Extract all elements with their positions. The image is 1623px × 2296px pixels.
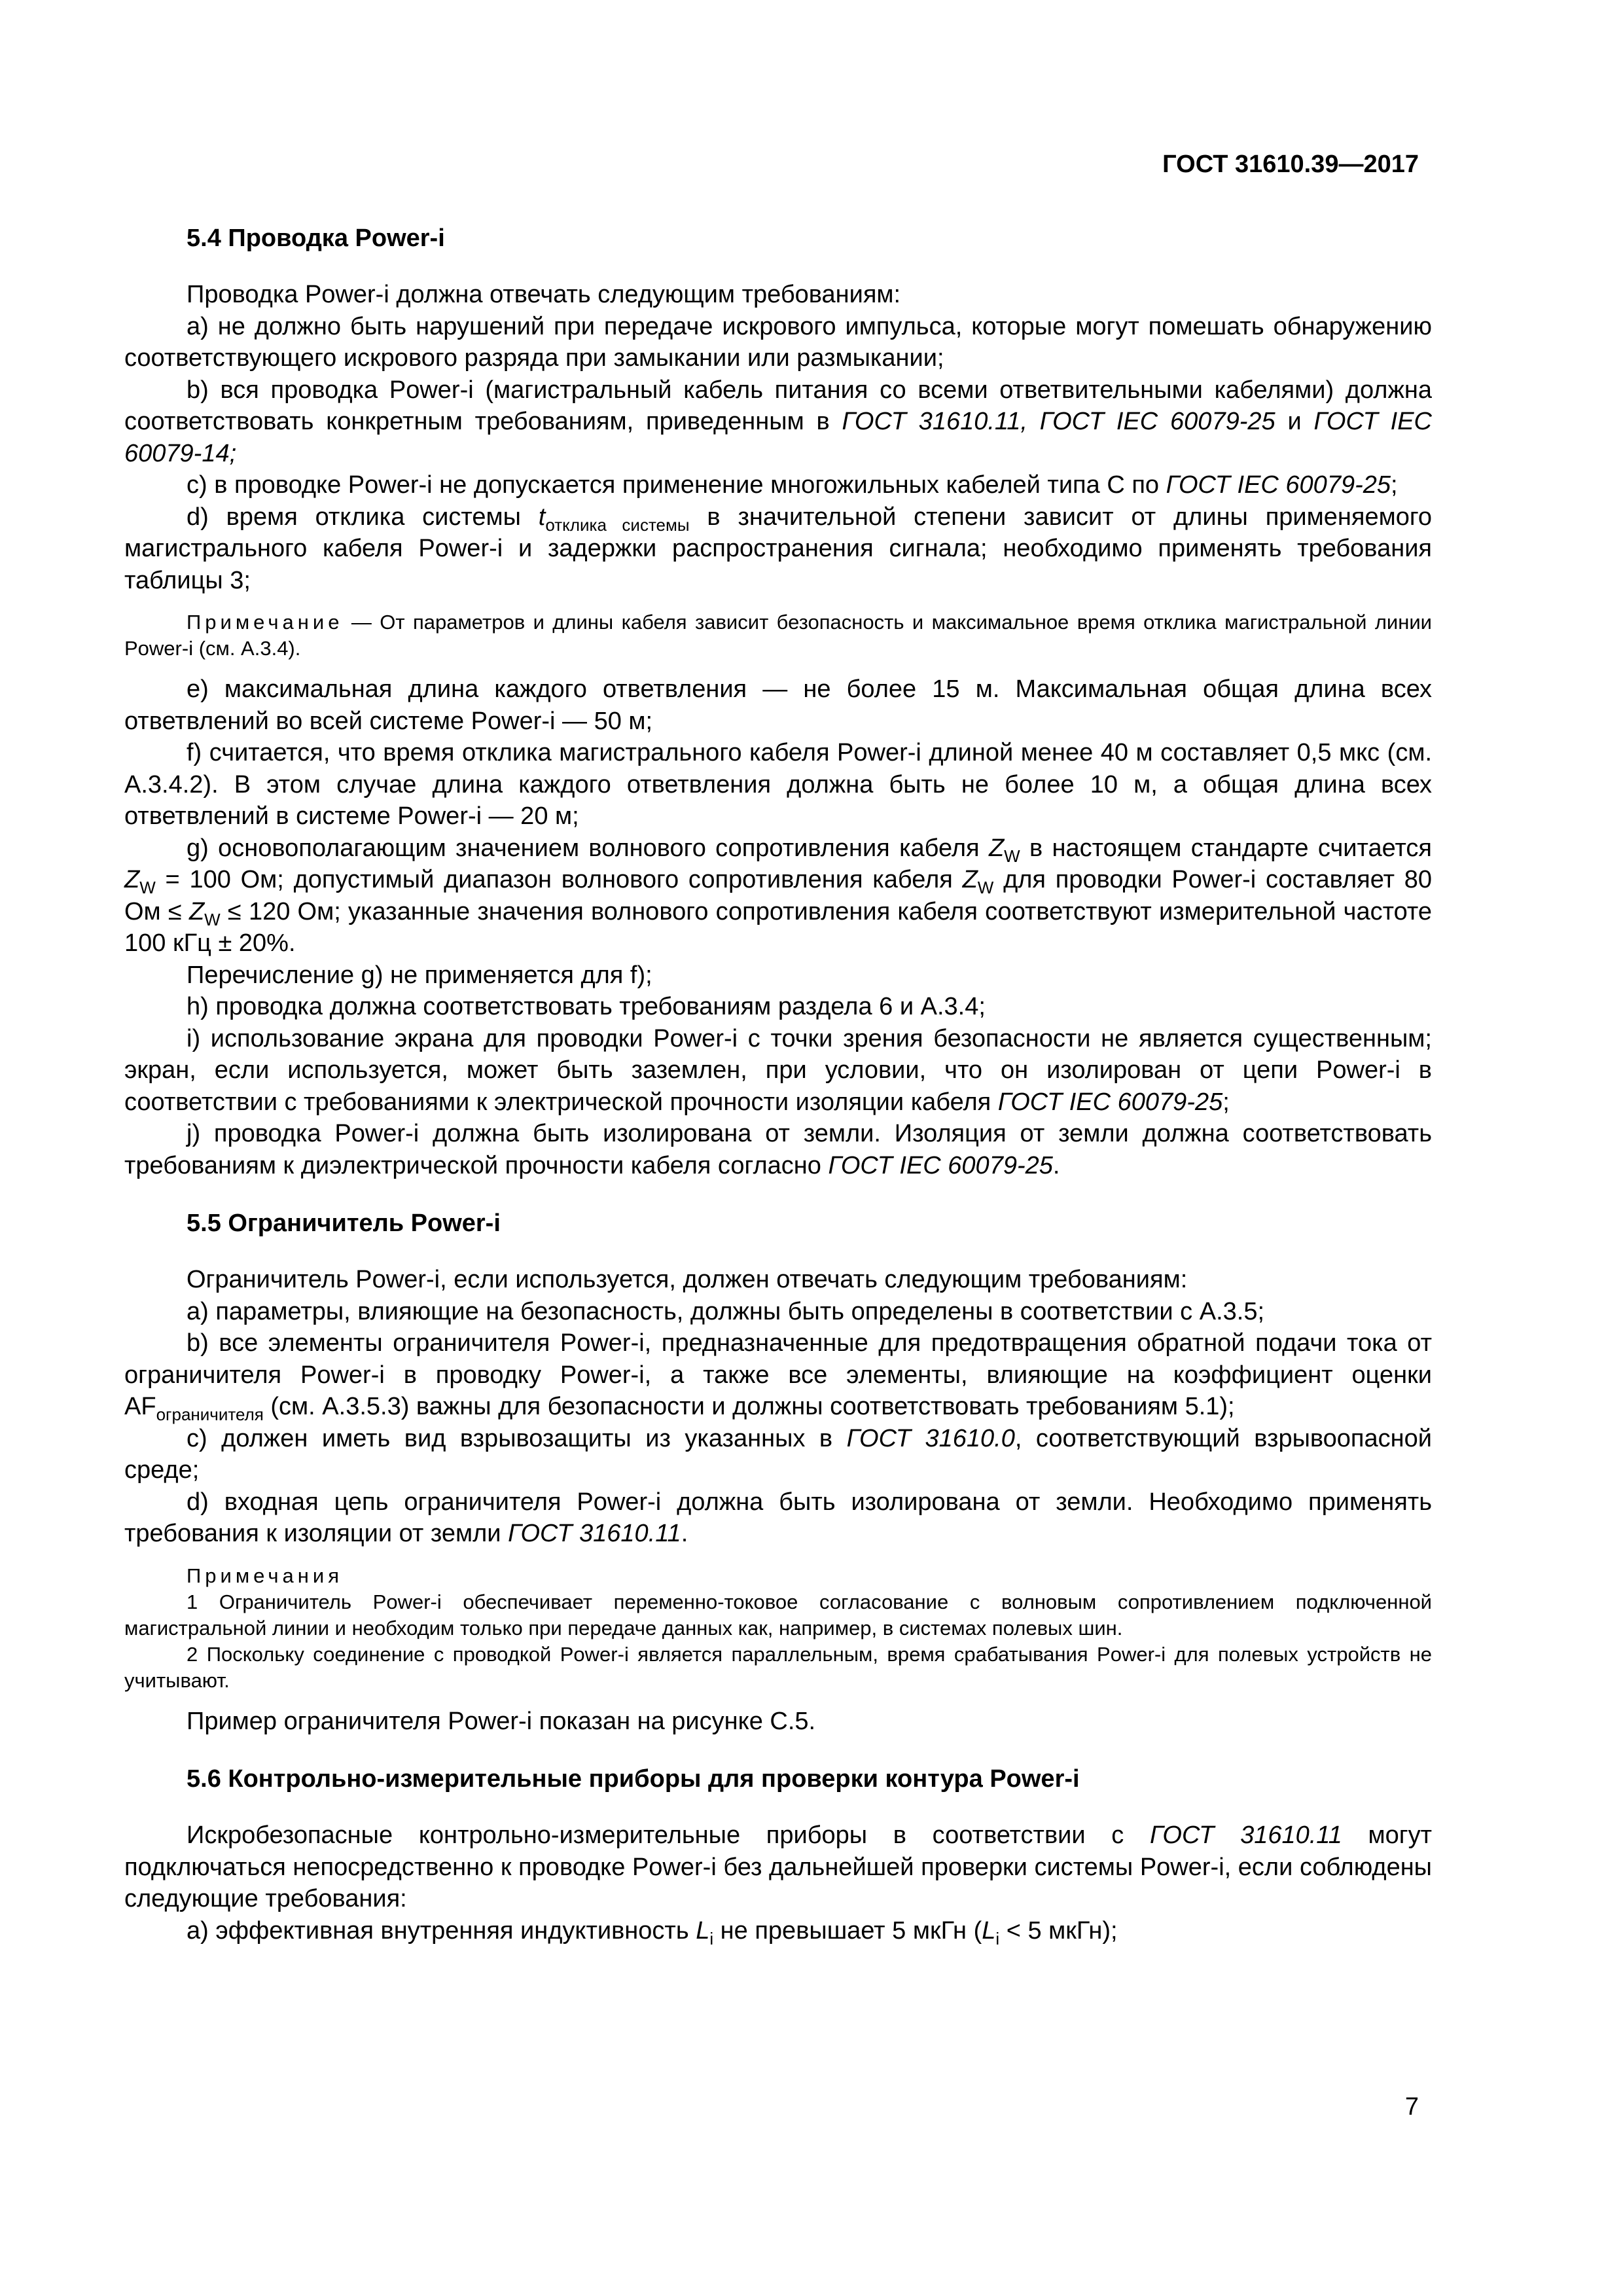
s56-intro: Искробезопасные контрольно-измерительные приборы в соответствии с ГОСТ 31610.11 могут подключаться непосредственно к проводке Power-i без дальнейшей проверки системы Power-i, если соблюдены следующие требования:: [124, 1821, 1432, 1912]
document-standard-id: ГОСТ 31610.39—2017: [1162, 151, 1419, 178]
symbol-t: t: [538, 503, 546, 531]
section-5-4-heading: 5.4 Проводка Power-i: [187, 224, 445, 252]
note-label: Примечание: [187, 611, 344, 634]
s55-note-1: 1 Ограничитель Power-i обеспечивает переменно-токовое согласование с волновым сопротивлением подключенной магистральной линии и необходим только при передаче данных как, например, в системах полевых шин.: [124, 1590, 1432, 1640]
standard-reference: ГОСТ IEC 60079-25: [1166, 471, 1391, 499]
page-content: [124, 223, 1432, 1946]
s55-intro: Ограничитель Power-i, если используется, должен отвечать следующим требованиям:: [187, 1266, 1188, 1293]
s54-item-h: h) проводка должна соответствовать требованиям раздела 6 и А.3.4;: [187, 993, 986, 1020]
standard-reference: ГОСТ 31610.11: [508, 1520, 681, 1547]
s54-intro: Проводка Power-i должна отвечать следующим требованиям:: [187, 281, 901, 308]
s54-item-b: b) вся проводка Power-i (магистральный кабель питания со всеми ответвительными кабелями) должна соответствовать конкретным требованиям, приведенным в ГОСТ 31610.11, ГОСТ IEC 60079-25 и ГОСТ IEC 60079-14;: [124, 376, 1432, 467]
symbol-subscript: ограничителя: [156, 1405, 264, 1424]
s55-item-b: b) все элементы ограничителя Power-i, предназначенные для предотвращения обратной подачи тока от ограничителя Power-i в проводку Power-i, а также все элементы, влияющие на коэффициент оценки $AF_{ограничителя}$ (см. А.3.5.3) важны для безопасности и должны соответствовать требованиям 5.1);: [124, 1329, 1432, 1424]
standard-reference: ГОСТ 31610.11, ГОСТ IEC 60079-25: [842, 408, 1275, 435]
s55-item-c: c) должен иметь вид взрывозащиты из указанных в ГОСТ 31610.0, соответствующий взрывоопасной среде;: [124, 1424, 1432, 1484]
s54-item-j: j) проводка Power-i должна быть изолирована от земли. Изоляция от земли должна соответствовать требованиям к диэлектрической прочности кабеля согласно ГОСТ IEC 60079-25.: [124, 1120, 1432, 1179]
notes-label: Примечания: [187, 1564, 343, 1587]
s55-note-2: 2 Поскольку соединение с проводкой Power-i является параллельным, время срабатывания Power-i для полевых устройств не учитывают.: [124, 1642, 1432, 1692]
s55-item-d: d) входная цепь ограничителя Power-i должна быть изолирована от земли. Необходимо применять требования к изоляции от земли ГОСТ 31610.11.: [124, 1488, 1432, 1547]
s54-item-d: d) время отклика системы $t_{отклика системы}$ в значительной степени зависит от длины применяемого магистрального кабеля Power-i и задержки распространения сигнала; необходимо применять требования таблицы 3;: [124, 503, 1433, 594]
s54-item-g: g) основополагающим значением волнового сопротивления кабеля $Z_W$ в настоящем стандарте считается $Z_W = 100$ Ом; допустимый диапазон волнового сопротивления кабеля $Z_W$ для проводки Power-i составляет 80 Ом ≤ $Z_W \le 120$ Ом; указанные значения волнового сопротивления кабеля соответствуют измерительной частоте 100 кГц ± 20%.: [124, 834, 1433, 957]
s54-g-remark: Перечисление g) не применяется для f);: [187, 961, 652, 989]
s56-item-a: а) эффективная внутренняя индуктивность $L_i$ не превышает 5 мкГн ($L_i < 5$ мкГн);: [187, 1916, 1118, 1948]
s54-item-c: c) в проводке Power-i не допускается применение многожильных кабелей типа С по ГОСТ IEC 60079-25;: [187, 471, 1398, 499]
s55-notes: [124, 1563, 1432, 1694]
symbol-subscript: отклика системы: [545, 514, 690, 535]
s54-item-i: i) использование экрана для проводки Power-i с точки зрения безопасности не является существенным; экран, если используется, может быть заземлен, при условии, что он изолирован от цепи Power-i в соответствии с требованиями к электрической прочности изоляции кабеля ГОСТ IEC 60079-25;: [124, 1024, 1432, 1116]
s55-item-a: а) параметры, влияющие на безопасность, должны быть определены в соответствии с А.3.5;: [187, 1297, 1265, 1325]
s54-item-e: e) максимальная длина каждого ответвления — не более 15 м. Максимальная общая длина всех ответвлений во всей системе Power-i — 50 м;: [124, 675, 1432, 735]
s54-note: Примечание — От параметров и длины кабеля зависит безопасность и максимальное время отклика магистральной линии Power-i (см. А.3.4).: [124, 611, 1432, 660]
section-5-6-heading: 5.6 Контрольно-измерительные приборы для проверки контура Power-i: [187, 1765, 1080, 1793]
standard-reference: ГОСТ 31610.0: [846, 1424, 1015, 1452]
section-5-5-heading: 5.5 Ограничитель Power-i: [187, 1210, 501, 1237]
page-number: 7: [1404, 2093, 1419, 2121]
standard-reference: ГОСТ 31610.11: [1150, 1821, 1342, 1849]
standard-reference: ГОСТ IEC 60079-14;: [124, 408, 1432, 467]
s54-item-f: f) считается, что время отклика магистрального кабеля Power-i длиной менее 40 м составляет 0,5 мкс (см. А.3.4.2). В этом случае длина каждого ответвления должна быть не более 10 м, а общая длина всех ответвлений в системе Power-i — 20 м;: [124, 739, 1432, 830]
s54-item-a: а) не должно быть нарушений при передаче искрового импульса, которые могут помешать обнаружению соответствующего искрового разряда при замыкании или размыкании;: [124, 312, 1432, 372]
s55-example: Пример ограничителя Power-i показан на рисунке С.5.: [187, 1707, 816, 1735]
standard-reference: ГОСТ IEC 60079-25: [828, 1151, 1053, 1179]
standard-reference: ГОСТ IEC 60079-25: [997, 1088, 1223, 1116]
